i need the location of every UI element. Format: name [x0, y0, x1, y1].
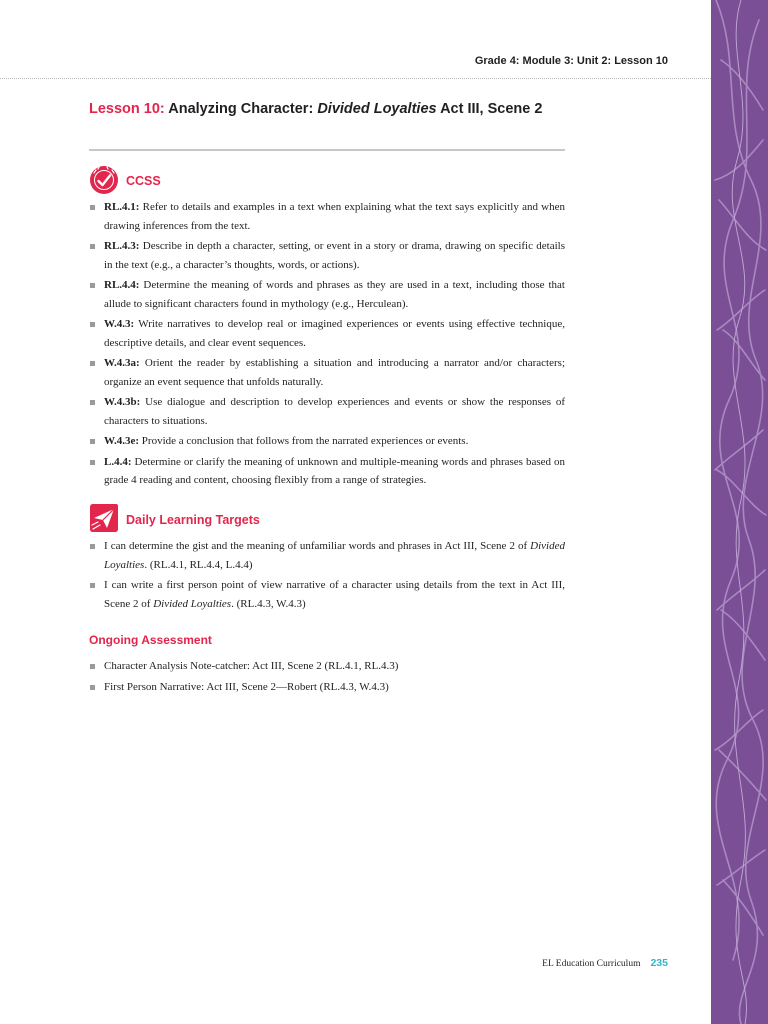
- page-footer: [0, 957, 668, 969]
- title-divider: [89, 149, 565, 151]
- page-number: 235: [650, 957, 668, 969]
- lesson-number: Lesson 10:: [89, 101, 165, 117]
- page-title: [89, 98, 565, 120]
- standard-text: Determine or clarify the meaning of unknown and multiple-meaning words and phrases based on grade 4 reading and content, choosing flexibly from a range of strategies.: [104, 455, 565, 486]
- header-divider: [0, 78, 711, 79]
- book-title: Divided Loyalties: [153, 597, 232, 610]
- list-item: [89, 453, 565, 490]
- standard-text: Refer to details and examples in a text when explaining what the text says explicitly and when drawing inferences from the text.: [104, 201, 565, 232]
- list-item: [89, 276, 565, 313]
- title-book: Divided Loyalties: [317, 101, 437, 117]
- ccss-seal-icon: [89, 165, 119, 195]
- standard-code: L.4.4:: [104, 455, 132, 468]
- title-text: Analyzing Character:: [164, 101, 318, 117]
- standard-code: W.4.3:: [104, 318, 135, 330]
- assessment-list: [89, 657, 565, 698]
- list-item: [89, 432, 565, 451]
- standard-text: Describe in depth a character, setting, or event in a story or drama, drawing on specific details in the text (e.g., a character’s thoughts, words, or actions).: [104, 240, 565, 271]
- publisher-name: EL Education Curriculum: [542, 959, 641, 969]
- list-item: Character Analysis Note-catcher: Act III, Scene 2 (RL.4.1, RL.4.3): [89, 657, 565, 676]
- standard-code: W.4.3a:: [104, 357, 140, 369]
- breadcrumb: Grade 4: Module 3: Unit 2: Lesson 10: [474, 55, 668, 67]
- list-item: First Person Narrative: Act III, Scene 2—Robert (RL.4.3, W.4.3): [89, 678, 565, 697]
- standard-code: RL.4.1:: [104, 201, 140, 213]
- title-suffix: Act III, Scene 2: [436, 101, 543, 117]
- ccss-heading-label: CCSS: [126, 174, 161, 188]
- standard-code: W.4.3e:: [104, 435, 140, 447]
- list-item: [89, 354, 565, 391]
- book-title: Divided Loyalties: [104, 540, 565, 571]
- standard-code: RL.4.4:: [104, 279, 140, 291]
- targets-list: [89, 537, 565, 615]
- standard-text: Orient the reader by establishing a situation and introducing a narrator and/or characters; organize an event sequence that unfolds naturally.: [104, 357, 565, 388]
- standard-code: W.4.3b:: [104, 396, 141, 408]
- list-item: I can write a first person point of view narrative of a character using details from the text in Act III, Scene 2 of Divided Loyalties. (RL.4.3, W.4.3): [89, 576, 565, 613]
- standard-code: RL.4.3:: [104, 240, 140, 252]
- decorative-side-band: [711, 0, 768, 1024]
- paper-plane-icon: [89, 503, 119, 533]
- vine-pattern-icon: [711, 0, 768, 1024]
- standard-text: Write narratives to develop real or imagined experiences or events using effective technique, descriptive details, and clear event sequences.: [104, 318, 565, 349]
- list-item: [89, 198, 565, 235]
- targets-heading-label: Daily Learning Targets: [126, 513, 260, 527]
- ccss-list: [89, 198, 565, 492]
- list-item: [89, 315, 565, 352]
- standard-text: Use dialogue and description to develop experiences and events or show the responses of characters to situations.: [104, 396, 565, 427]
- standard-text: Provide a conclusion that follows from the narrated experiences or events.: [139, 435, 469, 447]
- assessment-heading: Ongoing Assessment: [89, 633, 212, 647]
- list-item: I can determine the gist and the meaning of unfamiliar words and phrases in Act III, Scene 2 of Divided Loyalties. (RL.4.1, RL.4.4, L.4.4): [89, 537, 565, 574]
- standard-text: Determine the meaning of words and phrases as they are used in a text, including those that allude to significant characters found in mythology (e.g., Herculean).: [104, 279, 565, 310]
- list-item: [89, 237, 565, 274]
- list-item: [89, 393, 565, 430]
